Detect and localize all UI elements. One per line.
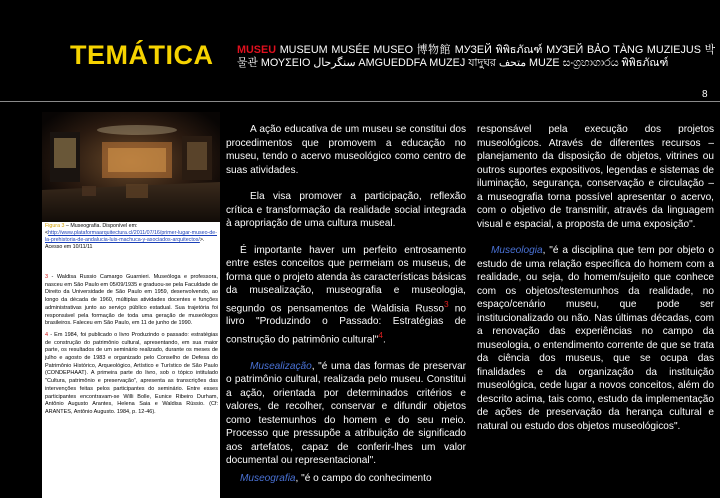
paragraph-text: no livro "Produzindo o Passado: Estratégias de construção do patrimônio cultural" — [226, 302, 466, 346]
body-column-right — [477, 123, 714, 446]
museum-translations: MUSEUM MUSÉE MUSEO 博物館 МУЗЕЙ พิพิธภัณฑ์ МУЗЕЙ BẢO TÀNG MUZIEJUS 박물관 ΜΟΥΣΕΙΟ سنگرحال AMGUEDDFA MUZEJ যাদুঘর متحف MUZE සංග්‍රහාගාරය พิพิธภัณฑ์ — [237, 44, 715, 69]
museu-word: MUSEU — [237, 44, 276, 56]
footnote-ref-4[interactable]: 4 — [378, 329, 383, 340]
museum-interior-image — [42, 112, 220, 222]
paragraph — [226, 472, 466, 486]
footnote-number: 4 — [45, 331, 49, 338]
paragraph: A ação educativa de um museu se constitui dos procedimentos que promovem a educação no museu, tendo o acervo museológico como centro de suas atividades. — [226, 124, 466, 176]
slide-title: TEMÁTICA — [70, 40, 214, 70]
figure-source-link[interactable]: http://www.plataformaarquitectura.cl/2011/07/16/primer-lugar-museo-de-la-prehistoria-de-andalucia-luis-machuca-y-asociados-arquitectos/ — [45, 230, 217, 243]
figure-access-date: >. Acesso em 10/11/11 — [45, 237, 205, 250]
footnote-text: - Waldisa Russio Camargo Guarnieri. Museóloga e professora, nasceu em São Paulo em 05/09/1935 e graduou-se pela Faculdade de Direito da Universidade de São Paulo em 1959, desenvolvendo, ao longo da década de 1960, múltiplas atividades docentes e funções administrativas junto ao serviço público estadual. Sua trajetória foi responsável pela formação de toda uma geração de museólogos brasileiros. Faleceu em São Paulo, em 11 de junho de 1990. — [45, 274, 218, 327]
museum-translations-header — [237, 44, 715, 70]
footnote-ref-3[interactable]: 3 — [444, 298, 449, 309]
body-column-middle — [226, 123, 466, 498]
paragraph-text: , "é uma das formas de preservar o patrimônio cultural, realizada pelo museu. Constitui a ação, orientada por determinados critérios e valores, de recolher, conservar e difundir objetos como testemunhos do homem e do seu meio. Processo que pressupõe a atribuição de significado aos artefatos, capaz de conferir-lhes um valor documental ou representacional". — [226, 360, 466, 467]
paragraph — [477, 244, 714, 433]
page-number: 8 — [702, 89, 708, 100]
footnote-number: 3 — [45, 274, 49, 280]
footnotes — [45, 274, 218, 421]
paragraph-text: . — [382, 334, 386, 346]
left-panel — [42, 112, 220, 498]
museography-photo — [42, 112, 220, 222]
keyword-museografia: Museografia — [240, 472, 296, 484]
header-divider — [0, 101, 720, 102]
paragraph: responsável pela execução dos projetos museológicos. Através de diferentes recursos – planejamento da disposição de objetos, vitrines ou outros suportes expositivos, legendas e sistemas de iluminação, segurança, conservação e circulação – a museografia torna possível apresentar o acervo, com o objetivo de transmitir, através da linguagem visual e espacial, a proposta de uma exposição". — [477, 124, 714, 230]
paragraph-text: , "é o campo do conhecimento — [295, 472, 432, 484]
keyword-museologia: Museologia — [491, 245, 543, 256]
paragraph — [226, 244, 466, 347]
figure-caption — [45, 223, 218, 251]
figure-title: – Museografia. Disponível em: < — [45, 223, 138, 236]
paragraph-text: , "é a disciplina que tem por objeto o estudo de uma relação específica do homem com a realidade, ou seja, do homem/sujeito que conhece com os objetos/testemunhos da realidade, no espaço/cenário museu, que pode ser institucionalizado ou não. Nas últimas décadas, com a renovação das experiências no campo da museologia, o entendimento corrente de que se trata da ciência dos museus, que se ocupa das finalidades e da organização da instituição museológica, cede lugar a novos conceitos, além do descrito acima, tais como, estudo da implementação de ações de preservação da herança cultural e natural ou estudo dos objetos museológicos". — [477, 245, 714, 432]
paragraph — [226, 360, 466, 468]
paragraph-text: É importante haver um perfeito entrosamento entre estes conceitos que permeiam os museus, de forma que o projeto atenda às características básicas da musealização, museografia e museologia, segundo os pensamentos de Waldisia Russo — [226, 244, 466, 314]
footnote-3 — [45, 274, 218, 328]
figure-label: Figura 3 — [45, 223, 65, 229]
footnote-text: - Em 1984, foi publicado o livro Produzindo o passado: estratégias de construção do patrimônio cultural, apresentando, em sua maior parte, os resultados de um seminário realizado, durante os meses de julho e agosto de 1983 e organizado pelo Conselho de Defesa do Patrimônio Histórico, Arqueológico, Artístico e Turístico de São Paulo (CONDEPHAAT). A primeira parte do livro, sob o tópico intitulado "Cultura, patrimônio e preservação", apresenta as transcrições das intervenções feitas pelos participantes do seminário. Entre esses participantes encontravam-se Willi Bolle, Eunice Ribeiro Durham, Antônio Augusto Arantes, Helena Saia e Waldisa Rússio. (Cf: ARANTES, Antônio Augusto. 1984, p. 12-46). — [45, 331, 218, 415]
paragraph: Ela visa promover a participação, reflexão crítica e transformação da realidade social integrada à apropriação de uma cultura museal. — [226, 191, 466, 229]
keyword-musealizacao: Musealização — [250, 360, 312, 372]
footnote-4 — [45, 332, 218, 417]
